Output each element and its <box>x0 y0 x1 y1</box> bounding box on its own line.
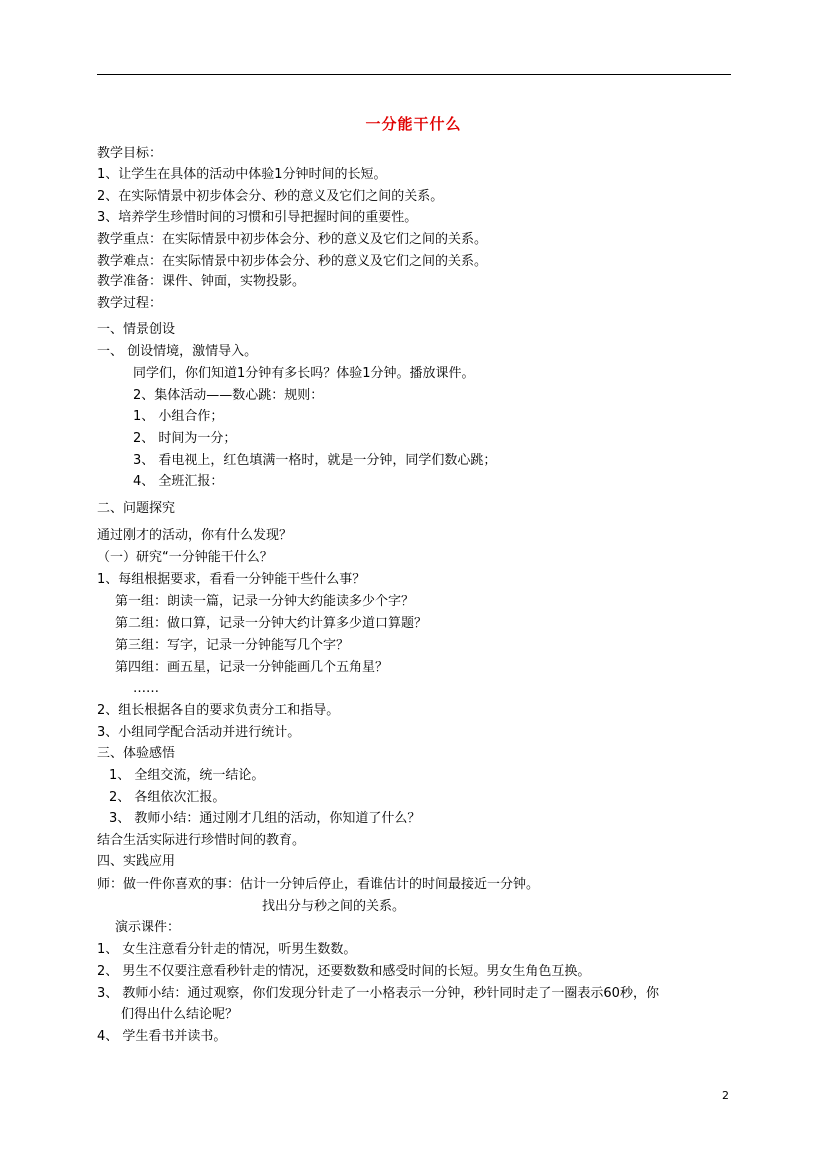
text-line: 们得出什么结论呢？ <box>121 1007 239 1022</box>
text-line: 二、问题探究 <box>97 501 176 516</box>
text-line: 1、 全组交流，统一结论。 <box>109 768 265 783</box>
text-line: 1、 小组合作； <box>133 409 224 424</box>
text-line: 2、集体活动——数心跳：规则： <box>133 388 324 403</box>
text-line: 结合生活实际进行珍惜时间的教育。 <box>97 833 306 848</box>
text-line: 3、 看电视上，红色填满一格时，就是一分钟，同学们数心跳； <box>133 453 497 468</box>
text-line: 2、组长根据各自的要求负责分工和指导。 <box>97 703 340 718</box>
text-line: 一、 创设情境，激情导入。 <box>97 344 258 359</box>
text-line: 教学过程： <box>97 296 163 311</box>
text-line: 找出分与秒之间的关系。 <box>262 899 406 914</box>
text-line: 教学准备：课件、钟面，实物投影。 <box>97 274 306 289</box>
text-line: …… <box>133 681 159 696</box>
page-number: 2 <box>722 1089 729 1102</box>
text-line: 第三组：写字，记录一分钟能写几个字？ <box>115 638 350 653</box>
text-line: 2、 男生不仅要注意看秒针走的情况，还要数数和感受时间的长短。男女生角色互换。 <box>97 964 591 979</box>
text-line: 3、 教师小结：通过刚才几组的活动，你知道了什么？ <box>109 811 421 826</box>
text-line: 3、培养学生珍惜时间的习惯和引导把握时间的重要性。 <box>97 210 418 225</box>
text-line: 三、体验感悟 <box>97 746 176 761</box>
text-line: 2、 时间为一分； <box>133 431 237 446</box>
text-line: 4、 全班汇报： <box>133 474 224 489</box>
text-line: 演示课件： <box>115 920 181 935</box>
text-line: 一、情景创设 <box>97 322 176 337</box>
text-line: 3、 教师小结：通过观察，你们发现分针走了一小格表示一分钟，秒针同时走了一圈表示60秒，你 <box>97 986 659 1001</box>
text-line: 同学们，你们知道1分钟有多长吗？体验1分钟。播放课件。 <box>133 366 475 381</box>
text-line: （一）研究“一分钟能干什么？ <box>97 550 273 565</box>
text-line: 师：做一件你喜欢的事：估计一分钟后停止，看谁估计的时间最接近一分钟。 <box>97 877 540 892</box>
text-line: 四、实践应用 <box>97 854 176 869</box>
text-line: 1、让学生在具体的活动中体验1分钟时间的长短。 <box>97 167 387 182</box>
text-line: 第二组：做口算，记录一分钟大约计算多少道口算题？ <box>115 616 428 631</box>
text-line: 4、 学生看书并读书。 <box>97 1029 227 1044</box>
text-line: 2、 各组依次汇报。 <box>109 790 226 805</box>
text-line: 教学目标： <box>97 146 163 161</box>
text-line: 第四组：画五星，记录一分钟能画几个五角星？ <box>115 660 389 675</box>
document-title: 一分能干什么 <box>365 115 462 133</box>
text-line: 2、在实际情景中初步体会分、秒的意义及它们之间的关系。 <box>97 189 444 204</box>
text-line: 教学难点：在实际情景中初步体会分、秒的意义及它们之间的关系。 <box>97 254 488 269</box>
text-line: 第一组：朗读一篇，记录一分钟大约能读多少个字？ <box>115 594 415 609</box>
text-line: 教学重点：在实际情景中初步体会分、秒的意义及它们之间的关系。 <box>97 232 488 247</box>
text-line: 3、小组同学配合活动并进行统计。 <box>97 725 301 740</box>
text-line: 1、每组根据要求，看看一分钟能干些什么事？ <box>97 572 366 587</box>
header-rule <box>97 74 731 75</box>
text-line: 通过刚才的活动，你有什么发现？ <box>97 528 293 543</box>
text-line: 1、 女生注意看分针走的情况，听男生数数。 <box>97 942 357 957</box>
